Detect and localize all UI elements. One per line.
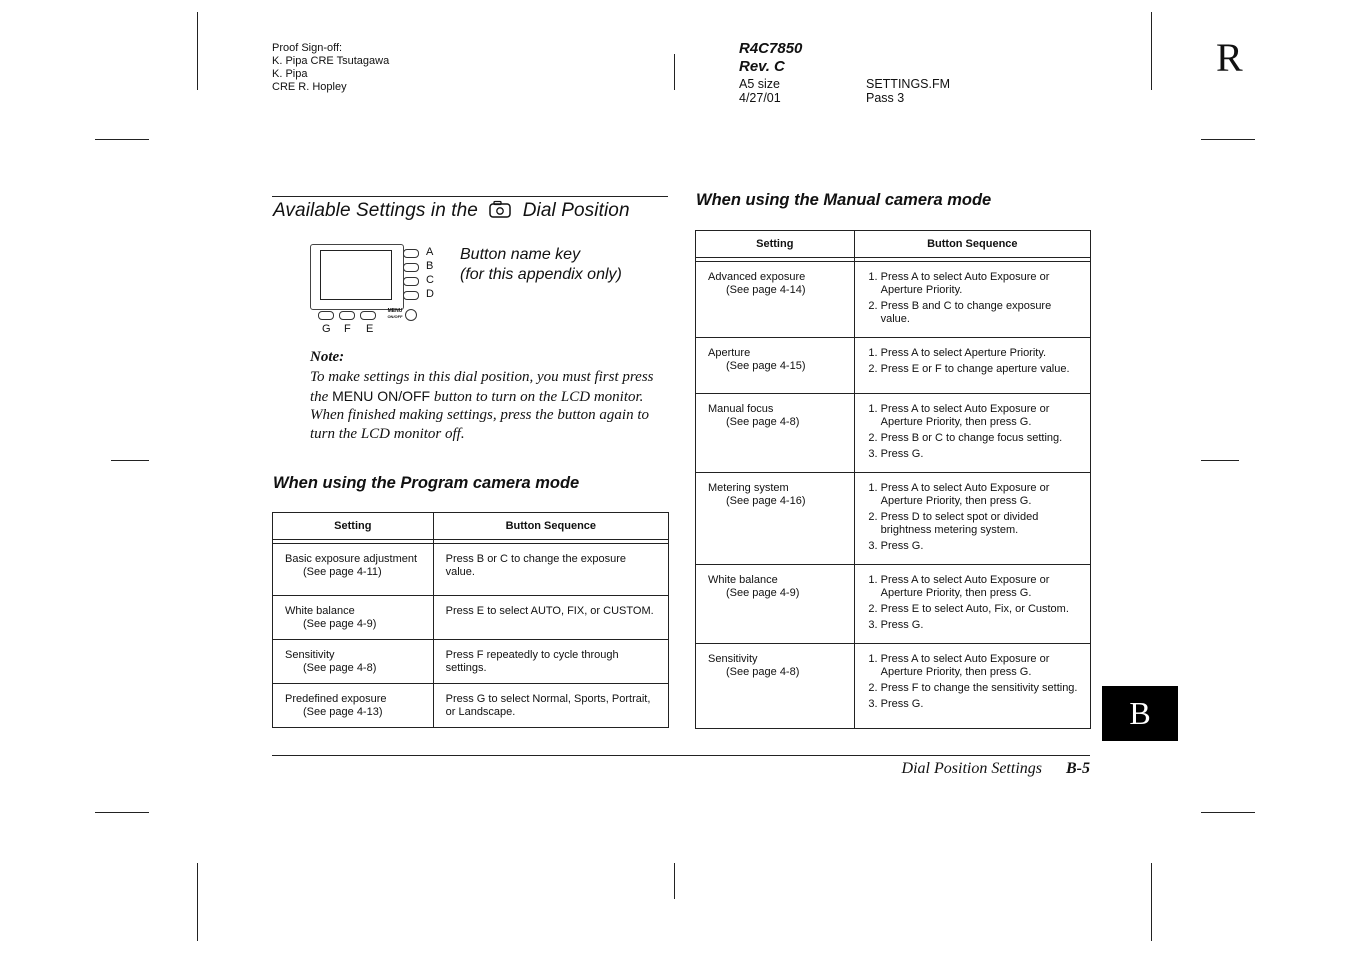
diagram-caption <box>460 245 622 285</box>
setting-cell <box>273 596 434 640</box>
label-g: G <box>322 323 331 335</box>
setting-name: Sensitivity <box>708 653 758 665</box>
column-header: Button Sequence <box>854 231 1090 258</box>
setting-cell <box>696 262 855 338</box>
setting-page-ref: (See page 4-8) <box>726 416 800 428</box>
crop-mark <box>1201 460 1239 461</box>
sequence-cell <box>854 262 1090 338</box>
note-text <box>310 368 670 443</box>
setting-cell <box>696 473 855 565</box>
title-text-before: Available Settings in the <box>273 200 478 221</box>
setting-name: Advanced exposure <box>708 271 806 283</box>
table-row <box>273 544 669 596</box>
revision: Rev. C <box>739 58 785 75</box>
setting-page-ref: (See page 4-14) <box>726 284 806 296</box>
setting-name: White balance <box>285 605 355 617</box>
sequence-cell <box>854 338 1090 394</box>
step-list <box>867 347 1080 376</box>
sequence-cell: Press B or C to change the exposure value. <box>433 544 668 596</box>
footer-page-number: B-5 <box>1066 760 1090 777</box>
crop-mark <box>95 139 149 140</box>
setting-page-ref: (See page 4-9) <box>726 587 800 599</box>
step-item: 2. Press D to select spot or divided brightness metering system. <box>881 511 1080 537</box>
setting-page-ref: (See page 4-16) <box>726 495 806 507</box>
program-heading: When using the Program camera mode <box>273 474 580 492</box>
sequence-cell <box>854 473 1090 565</box>
setting-name: Manual focus <box>708 403 774 415</box>
sequence-cell: Press E to select AUTO, FIX, or CUSTOM. <box>433 596 668 640</box>
crop-mark <box>197 12 198 90</box>
column-header: Setting <box>696 231 855 258</box>
setting-cell <box>696 394 855 473</box>
sequence-cell <box>854 644 1090 729</box>
sequence-cell: Press F repeatedly to cycle through settings. <box>433 640 668 684</box>
step-list <box>867 403 1080 461</box>
doc-file: SETTINGS.FM <box>866 77 951 91</box>
title-rule <box>272 196 668 197</box>
table-row <box>696 394 1091 473</box>
camera-icon <box>486 200 514 218</box>
button-g <box>318 311 334 320</box>
table-header-row <box>273 513 669 540</box>
proof-signoff <box>272 42 389 94</box>
sequence-cell: Press G to select Normal, Sports, Portrait, or Landscape. <box>433 684 668 728</box>
button-c <box>403 277 419 286</box>
button-e <box>360 311 376 320</box>
step-item: 3. Press G. <box>881 619 1080 632</box>
label-f: F <box>344 323 351 335</box>
setting-page-ref: (See page 4-8) <box>726 666 800 678</box>
manual-table <box>695 230 1091 729</box>
button-d <box>403 291 419 300</box>
step-item: 2. Press F to change the sensitivity setting. <box>881 682 1080 695</box>
crop-mark <box>1201 139 1255 140</box>
setting-cell <box>696 565 855 644</box>
note-text-part: button to turn on the LCD monitor. When finished making settings, press the button again to turn the LCD monitor off. <box>310 388 650 442</box>
sequence-cell <box>854 394 1090 473</box>
step-item: 3. Press G. <box>881 540 1080 553</box>
step-item: 1. Press A to select Auto Exposure or Aperture Priority, then press G. <box>881 403 1080 429</box>
menu-label-top: MENU <box>387 308 403 314</box>
step-item: 1. Press A to select Auto Exposure or Aperture Priority, then press G. <box>881 653 1080 679</box>
footer-rule <box>272 755 1090 756</box>
setting-cell <box>696 644 855 729</box>
corner-letter: R <box>1216 35 1243 80</box>
footer-title: Dial Position Settings <box>901 760 1042 777</box>
setting-name: Sensitivity <box>285 649 335 661</box>
proof-line: K. Pipa CRE Tsutagawa <box>272 55 390 67</box>
setting-page-ref: (See page 4-11) <box>303 566 382 578</box>
setting-page-ref: (See page 4-13) <box>303 706 383 718</box>
note-button-name: MENU ON/OFF <box>332 387 431 404</box>
step-item: 3. Press G. <box>881 698 1080 711</box>
note-text-part: To make settings in this dial position, you must first press the <box>310 369 654 405</box>
crop-mark <box>674 54 675 90</box>
sequence-cell <box>854 565 1090 644</box>
title-text-after: Dial Position <box>522 200 630 221</box>
step-item: 1. Press A to select Auto Exposure or Aperture Priority. <box>881 271 1080 297</box>
crop-mark <box>1201 812 1255 813</box>
table-row <box>696 473 1091 565</box>
setting-name: Basic exposure adjustment <box>285 553 418 565</box>
table-row <box>273 596 669 640</box>
setting-page-ref: (See page 4-8) <box>303 662 377 674</box>
doc-code: R4C7850 <box>739 40 803 57</box>
setting-cell <box>696 338 855 394</box>
setting-name: Aperture <box>708 347 751 359</box>
crop-mark <box>1151 863 1152 941</box>
step-item: 2. Press B or C to change focus setting. <box>881 432 1080 445</box>
setting-name: Metering system <box>708 482 789 494</box>
step-list <box>867 653 1080 711</box>
step-list <box>867 271 1080 326</box>
crop-mark <box>95 812 149 813</box>
menu-label <box>386 309 404 319</box>
step-item: 2. Press E to select Auto, Fix, or Custom. <box>881 603 1080 616</box>
doc-date: 4/27/01 <box>739 91 781 105</box>
crop-mark <box>197 863 198 941</box>
table-row <box>696 338 1091 394</box>
button-b <box>403 263 419 272</box>
step-item: 2. Press E or F to change aperture value. <box>881 363 1080 376</box>
footer <box>902 759 1090 779</box>
table-row <box>696 262 1091 338</box>
step-item: 3. Press G. <box>881 448 1080 461</box>
manual-heading: When using the Manual camera mode <box>696 191 992 209</box>
table-row <box>273 640 669 684</box>
label-d: D <box>426 288 434 300</box>
proof-line: Proof Sign-off: <box>272 42 343 54</box>
menu-dial <box>405 309 417 321</box>
caption-line: (for this appendix only) <box>460 266 622 283</box>
label-c: C <box>426 274 434 286</box>
menu-label-sub: ON/OFF <box>387 314 403 319</box>
proof-line: K. Pipa <box>272 68 308 80</box>
setting-page-ref: (See page 4-9) <box>303 618 377 630</box>
step-list <box>867 574 1080 632</box>
setting-page-ref: (See page 4-15) <box>726 360 806 372</box>
note-label: Note: <box>310 349 345 365</box>
step-item: 2. Press B and C to change exposure value. <box>881 300 1080 326</box>
setting-cell <box>273 684 434 728</box>
column-header: Setting <box>273 513 434 540</box>
crop-mark <box>1151 12 1152 90</box>
camera-back-diagram <box>305 240 445 336</box>
setting-name: Predefined exposure <box>285 693 387 705</box>
table-row <box>696 644 1091 729</box>
label-e: E <box>366 323 374 335</box>
crop-mark <box>111 460 149 461</box>
doc-pass: Pass 3 <box>866 91 905 105</box>
doc-size: A5 size <box>739 77 780 91</box>
column-header: Button Sequence <box>433 513 668 540</box>
step-item: 1. Press A to select Auto Exposure or Aperture Priority, then press G. <box>881 574 1080 600</box>
chapter-tab: B <box>1102 686 1178 741</box>
proof-line: CRE R. Hopley <box>272 81 347 93</box>
section-title <box>273 199 630 223</box>
step-item: 1. Press A to select Auto Exposure or Aperture Priority, then press G. <box>881 482 1080 508</box>
lcd-screen <box>320 250 392 300</box>
button-a <box>403 249 419 258</box>
step-item: 1. Press A to select Aperture Priority. <box>881 347 1080 360</box>
caption-line: Button name key <box>460 246 581 263</box>
table-header-row <box>696 231 1091 258</box>
table-row <box>696 565 1091 644</box>
button-f <box>339 311 355 320</box>
label-b: B <box>426 260 434 272</box>
crop-mark <box>674 863 675 899</box>
setting-cell <box>273 640 434 684</box>
label-a: A <box>426 246 434 258</box>
program-table <box>272 512 669 728</box>
table-row <box>273 684 669 728</box>
step-list <box>867 482 1080 553</box>
setting-name: White balance <box>708 574 778 586</box>
setting-cell <box>273 544 434 596</box>
